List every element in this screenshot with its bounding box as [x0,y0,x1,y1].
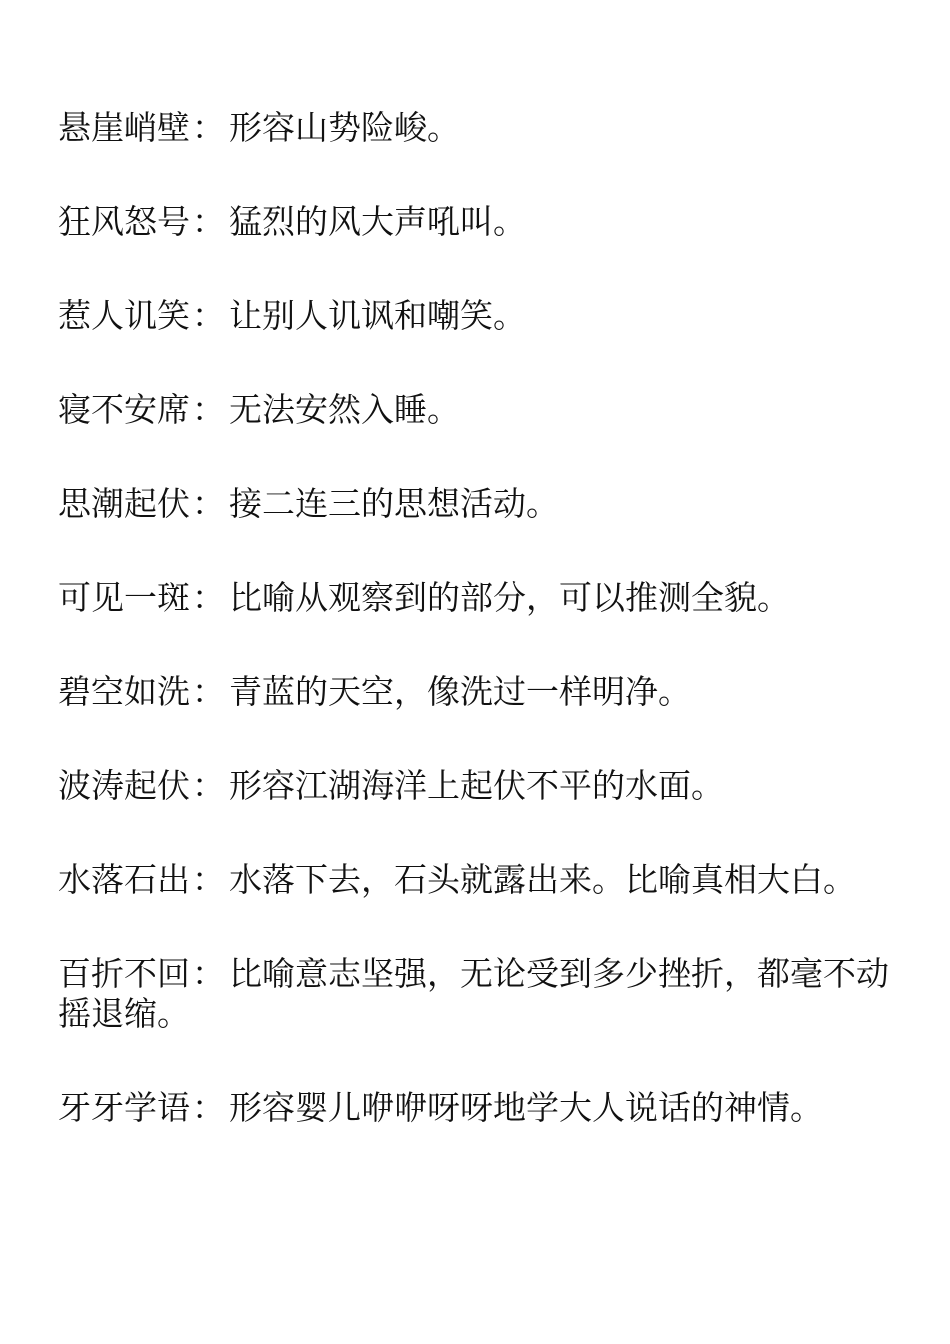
idiom-term: 碧空如洗 [58,672,190,711]
separator: ： [192,1088,225,1127]
idiom-term: 波涛起伏 [58,766,190,805]
idiom-definition: 比喻从观察到的部分，可以推测全貌。 [229,578,790,617]
list-item [58,1088,908,1128]
list-item [58,202,908,242]
idiom-definition: 形容江湖海洋上起伏不平的水面。 [229,766,724,805]
separator: ： [192,296,225,335]
list-item [58,954,908,1034]
separator: ： [192,860,225,899]
idiom-term: 惹人讥笑 [58,296,190,335]
list-item [58,860,908,900]
idiom-term: 狂风怒号 [58,202,190,241]
idiom-term: 牙牙学语 [58,1088,190,1127]
separator: ： [192,108,225,147]
idiom-definition: 形容婴儿咿咿呀呀地学大人说话的神情。 [229,1088,823,1127]
list-item [58,766,908,806]
list-item [58,296,908,336]
idiom-term: 百折不回 [58,954,190,993]
idiom-definition: 比喻意志坚强，无论受到多少挫折，都毫不动摇退缩。 [58,954,889,1033]
idiom-definition: 猛烈的风大声吼叫。 [229,202,526,241]
idiom-term: 可见一斑 [58,578,190,617]
separator: ： [192,954,225,993]
separator: ： [192,390,225,429]
idiom-definition-list [58,108,908,1182]
idiom-term: 寝不安席 [58,390,190,429]
idiom-definition: 青蓝的天空，像洗过一样明净。 [229,672,691,711]
idiom-definition: 无法安然入睡。 [229,390,460,429]
idiom-definition: 接二连三的思想活动。 [229,484,559,523]
separator: ： [192,766,225,805]
idiom-definition: 水落下去，石头就露出来。比喻真相大白。 [229,860,856,899]
idiom-definition: 让别人讥讽和嘲笑。 [229,296,526,335]
list-item [58,578,908,618]
separator: ： [192,202,225,241]
idiom-definition: 形容山势险峻。 [229,108,460,147]
list-item [58,390,908,430]
separator: ： [192,484,225,523]
list-item [58,672,908,712]
separator: ： [192,578,225,617]
list-item [58,484,908,524]
separator: ： [192,672,225,711]
idiom-term: 水落石出 [58,860,190,899]
idiom-term: 悬崖峭壁 [58,108,190,147]
idiom-term: 思潮起伏 [58,484,190,523]
list-item [58,108,908,148]
